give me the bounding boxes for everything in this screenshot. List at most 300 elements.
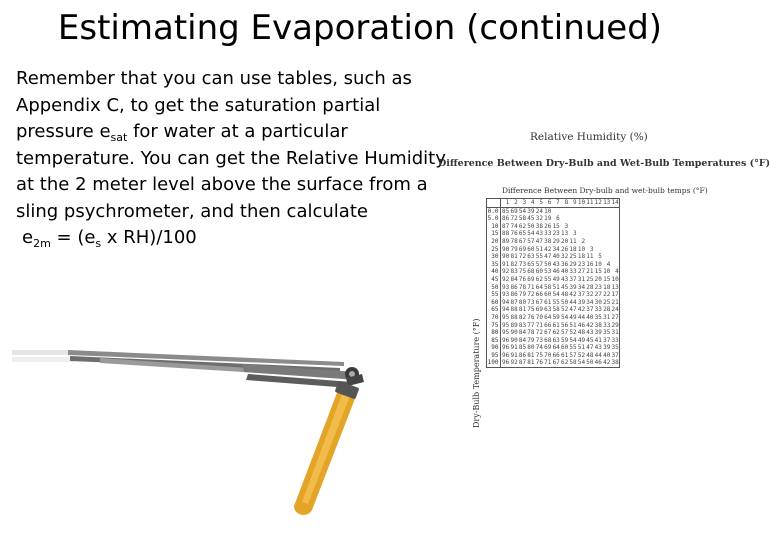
relative-humidity-cell: 42 xyxy=(569,291,577,299)
slide-title: Estimating Evaporation (continued) xyxy=(57,8,663,48)
relative-humidity-cell: 74 xyxy=(535,344,543,352)
relative-humidity-table xyxy=(486,198,620,368)
relative-humidity-cell: 54 xyxy=(569,336,577,344)
relative-humidity-cell: 45 xyxy=(527,215,535,223)
relative-humidity-cell: 93 xyxy=(502,291,510,299)
dry-bulb-temp-cell: 10 xyxy=(487,223,501,231)
relative-humidity-cell: 69 xyxy=(527,275,535,283)
relative-humidity-cell: 62 xyxy=(560,359,569,367)
relative-humidity-cell: 27 xyxy=(594,291,602,299)
table-row xyxy=(487,344,620,352)
relative-humidity-cell: 58 xyxy=(569,359,577,367)
dry-bulb-temp-cell: 75 xyxy=(487,322,501,330)
relative-humidity-cell: 60 xyxy=(527,245,535,253)
relative-humidity-cell: 32 xyxy=(560,253,569,261)
dry-bulb-temp-cell: 35 xyxy=(487,261,501,269)
relative-humidity-cell: 47 xyxy=(586,344,594,352)
relative-humidity-cell: 39 xyxy=(577,298,586,306)
relative-humidity-cell: 25 xyxy=(586,275,594,283)
relative-humidity-cell: 31 xyxy=(577,275,586,283)
table-row xyxy=(487,246,620,254)
dry-bulb-temp-cell: 85 xyxy=(487,337,501,345)
relative-humidity-cell xyxy=(603,207,611,215)
relative-humidity-cell: 28 xyxy=(603,306,611,314)
table-header-cell: 2 xyxy=(510,199,518,208)
relative-humidity-cell: 68 xyxy=(527,268,535,276)
relative-humidity-cell xyxy=(569,215,577,223)
relative-humidity-cell: 89 xyxy=(502,237,510,245)
relative-humidity-cell: 69 xyxy=(544,344,552,352)
formula-sub-s: s xyxy=(95,237,102,250)
body-paragraph-end: for water at a particular temperature. You can get the Relative Humidity at the 2 meter level above the surface from a sling psychrometer, and then calculate xyxy=(16,121,446,222)
table-row xyxy=(487,238,620,246)
relative-humidity-cell: 58 xyxy=(552,306,560,314)
relative-humidity-cell: 26 xyxy=(544,222,552,230)
sling-psychrometer-image xyxy=(12,334,384,520)
relative-humidity-cell xyxy=(577,215,585,223)
table-row xyxy=(487,261,620,269)
table-row xyxy=(487,306,620,314)
relative-humidity-cell: 75 xyxy=(527,306,535,314)
relative-humidity-cell: 16 xyxy=(586,260,594,268)
relative-humidity-cell: 95 xyxy=(502,321,510,329)
relative-humidity-cell: 70 xyxy=(535,313,543,321)
relative-humidity-cell: 67 xyxy=(544,329,552,337)
dry-bulb-temp-cell: 25 xyxy=(487,246,501,254)
relative-humidity-cell: 81 xyxy=(510,253,518,261)
relative-humidity-cell: 24 xyxy=(611,306,619,314)
relative-humidity-cell xyxy=(611,238,620,246)
relative-humidity-cell: 90 xyxy=(502,253,510,261)
relative-humidity-cell: 86 xyxy=(510,291,518,299)
relative-humidity-cell: 54 xyxy=(560,313,569,321)
relative-humidity-cell: 76 xyxy=(510,230,518,238)
table-row xyxy=(487,284,620,292)
relative-humidity-cell: 6 xyxy=(556,215,560,223)
relative-humidity-cell: 32 xyxy=(535,215,543,223)
relative-humidity-cell: 54 xyxy=(527,230,535,238)
relative-humidity-cell: 72 xyxy=(510,215,518,223)
relative-humidity-cell: 63 xyxy=(552,336,560,344)
table-row xyxy=(487,314,620,322)
table-side-label: Dry-Bulb Temperature (°F) xyxy=(472,318,481,428)
relative-humidity-cell: 3 xyxy=(564,222,569,230)
dry-bulb-temp-cell: 30 xyxy=(487,253,501,261)
relative-humidity-cell: 35 xyxy=(594,313,602,321)
table-subtitle: Difference Between Dry-Bulb and Wet-Bulb Temperatures (°F) xyxy=(438,158,770,169)
table-row xyxy=(487,291,620,299)
formula-sub-2m: 2m xyxy=(33,237,51,250)
relative-humidity-cell: 59 xyxy=(560,336,569,344)
relative-humidity-cell: 60 xyxy=(535,268,543,276)
relative-humidity-cell: 96 xyxy=(502,351,510,359)
relative-humidity-cell xyxy=(569,207,577,215)
relative-humidity-cell xyxy=(586,207,594,215)
relative-humidity-cell: 50 xyxy=(586,359,594,367)
relative-humidity-cell: 71 xyxy=(544,359,552,367)
table-header-cell: 10 xyxy=(577,199,586,206)
relative-humidity-cell: 44 xyxy=(594,351,602,359)
relative-humidity-cell: 63 xyxy=(527,253,535,261)
relative-humidity-cell: 51 xyxy=(577,344,586,352)
relative-humidity-cell: 66 xyxy=(544,321,552,329)
relative-humidity-cell xyxy=(611,207,620,215)
relative-humidity-cell: 88 xyxy=(510,306,518,314)
relative-humidity-cell: 38 xyxy=(611,359,619,367)
relative-humidity-cell: 76 xyxy=(535,359,543,367)
relative-humidity-cell: 18 xyxy=(603,283,611,291)
dry-bulb-temp-cell: 40 xyxy=(487,268,501,276)
relative-humidity-cell: 62 xyxy=(535,275,543,283)
relative-humidity-cell: 11 xyxy=(569,237,577,245)
relative-humidity-cell: 37 xyxy=(569,275,577,283)
relative-humidity-cell: 23 xyxy=(594,283,602,291)
relative-humidity-cell xyxy=(594,238,602,246)
relative-humidity-cell: 54 xyxy=(577,359,586,367)
relative-humidity-cell: 67 xyxy=(552,359,560,367)
relative-humidity-cell: 73 xyxy=(518,260,527,268)
table-row xyxy=(487,329,620,337)
relative-humidity-cell: 94 xyxy=(502,306,510,314)
relative-humidity-cell xyxy=(577,230,585,238)
dry-bulb-temp-cell: 50 xyxy=(487,284,501,292)
relative-humidity-cell: 92 xyxy=(510,359,518,367)
relative-humidity-cell: 50 xyxy=(544,260,552,268)
relative-humidity-cell: 49 xyxy=(577,336,586,344)
table-inner-title: Difference Between Dry-bulb and wet-bulb temps (°F) xyxy=(502,186,708,195)
relative-humidity-cell: 81 xyxy=(518,306,527,314)
relative-humidity-cell: 29 xyxy=(611,321,619,329)
relative-humidity-cell: 37 xyxy=(603,336,611,344)
table-header-cell: 14 xyxy=(611,199,619,206)
relative-humidity-cell: 10 xyxy=(577,245,586,253)
relative-humidity-cell: 20 xyxy=(560,237,569,245)
formula-e: e xyxy=(22,227,34,248)
relative-humidity-cell xyxy=(603,215,611,223)
relative-humidity-cell xyxy=(586,230,594,238)
relative-humidity-cell: 78 xyxy=(518,283,527,291)
table-row xyxy=(487,322,620,330)
table-row xyxy=(487,253,620,261)
formula-end: x RH)/100 xyxy=(101,227,197,248)
relative-humidity-cell: 53 xyxy=(544,268,552,276)
relative-humidity-cell: 69 xyxy=(518,245,527,253)
relative-humidity-cell: 39 xyxy=(603,344,611,352)
relative-humidity-cell: 41 xyxy=(594,336,602,344)
relative-humidity-cell: 61 xyxy=(544,298,552,306)
relative-humidity-cell: 45 xyxy=(560,283,569,291)
relative-humidity-cell: 10 xyxy=(611,275,619,283)
relative-humidity-cell xyxy=(603,230,611,238)
relative-humidity-cell xyxy=(603,246,611,254)
relative-humidity-cell: 43 xyxy=(586,329,594,337)
relative-humidity-cell: 68 xyxy=(544,336,552,344)
dry-bulb-temp-cell: 5.0 xyxy=(487,215,501,223)
relative-humidity-cell: 86 xyxy=(502,215,510,223)
dry-bulb-temp-cell: 80 xyxy=(487,329,501,337)
relative-humidity-cell: 47 xyxy=(535,237,543,245)
relative-humidity-cell: 88 xyxy=(502,230,510,238)
relative-humidity-cell: 71 xyxy=(527,283,535,291)
relative-humidity-cell: 64 xyxy=(552,344,560,352)
relative-humidity-cell: 35 xyxy=(611,344,619,352)
relative-humidity-cell: 35 xyxy=(603,329,611,337)
relative-humidity-cell: 79 xyxy=(527,336,535,344)
table-header-cell xyxy=(487,199,501,208)
relative-humidity-cell: 89 xyxy=(510,321,518,329)
relative-humidity-cell: 54 xyxy=(552,291,560,299)
relative-humidity-cell: 27 xyxy=(577,268,586,276)
relative-humidity-cell: 96 xyxy=(502,344,510,352)
relative-humidity-cell: 55 xyxy=(535,253,543,261)
relative-humidity-cell: 84 xyxy=(510,275,518,283)
relative-humidity-cell: 2 xyxy=(581,237,586,245)
relative-humidity-cell: 73 xyxy=(535,336,543,344)
relative-humidity-cell: 64 xyxy=(535,283,543,291)
table-header-cell: 4 xyxy=(527,199,535,208)
relative-humidity-cell xyxy=(594,230,602,238)
relative-humidity-cell: 92 xyxy=(502,275,510,283)
relative-humidity-cell: 65 xyxy=(518,230,527,238)
relative-humidity-cell: 31 xyxy=(603,313,611,321)
relative-humidity-cell: 90 xyxy=(502,245,510,253)
relative-humidity-cell: 72 xyxy=(527,291,535,299)
relative-humidity-cell xyxy=(603,238,611,246)
relative-humidity-cell: 61 xyxy=(552,321,560,329)
relative-humidity-cell: 37 xyxy=(577,291,586,299)
relative-humidity-cell: 57 xyxy=(560,329,569,337)
relative-humidity-cell xyxy=(603,253,611,261)
relative-humidity-cell: 69 xyxy=(535,306,543,314)
relative-humidity-cell: 60 xyxy=(544,291,552,299)
relative-humidity-cell: 33 xyxy=(569,268,577,276)
relative-humidity-cell xyxy=(586,238,594,246)
relative-humidity-cell: 72 xyxy=(535,329,543,337)
relative-humidity-cell: 23 xyxy=(552,230,560,238)
relative-humidity-cell: 92 xyxy=(502,268,510,276)
relative-humidity-cell xyxy=(577,207,585,215)
relative-humidity-cell xyxy=(611,246,620,254)
table-row xyxy=(487,276,620,284)
relative-humidity-cell: 47 xyxy=(569,306,577,314)
relative-humidity-cell: 61 xyxy=(560,351,569,359)
relative-humidity-cell: 56 xyxy=(560,321,569,329)
relative-humidity-cell: 86 xyxy=(518,351,527,359)
relative-humidity-cell: 10 xyxy=(544,207,552,215)
relative-humidity-cell: 75 xyxy=(518,268,527,276)
relative-humidity-cell: 11 xyxy=(586,253,594,261)
relative-humidity-cell: 17 xyxy=(611,291,619,299)
relative-humidity-cell: 66 xyxy=(552,351,560,359)
relative-humidity-cell: 25 xyxy=(603,298,611,306)
relative-humidity-cell xyxy=(577,223,585,231)
relative-humidity-cell: 91 xyxy=(502,260,510,268)
dry-bulb-temp-cell: 100 xyxy=(487,359,501,367)
relative-humidity-cell: 34 xyxy=(552,245,560,253)
table-header-cell: 8 xyxy=(560,199,568,208)
relative-humidity-cell: 52 xyxy=(577,351,586,359)
relative-humidity-cell: 32 xyxy=(586,291,594,299)
relative-humidity-cell: 44 xyxy=(569,298,577,306)
relative-humidity-cell: 42 xyxy=(544,245,552,253)
dry-bulb-temp-cell: 70 xyxy=(487,314,501,322)
relative-humidity-cell: 36 xyxy=(560,260,569,268)
relative-humidity-cell: 95 xyxy=(502,313,510,321)
relative-humidity-cell: 51 xyxy=(569,321,577,329)
relative-humidity-cell: 57 xyxy=(569,351,577,359)
relative-humidity-cell xyxy=(594,215,602,223)
dry-bulb-temp-cell: 0.0 xyxy=(487,207,501,215)
relative-humidity-cell: 3 xyxy=(589,245,594,253)
relative-humidity-cell: 76 xyxy=(527,313,535,321)
relative-humidity-cell: 40 xyxy=(586,313,594,321)
relative-humidity-cell: 33 xyxy=(594,306,602,314)
relative-humidity-cell: 51 xyxy=(552,283,560,291)
relative-humidity-cell: 78 xyxy=(527,329,535,337)
relative-humidity-cell: 10 xyxy=(603,268,611,276)
relative-humidity-cell: 62 xyxy=(552,329,560,337)
relative-humidity-cell: 74 xyxy=(510,222,518,230)
formula xyxy=(16,225,446,252)
relative-humidity-cell: 10 xyxy=(594,260,602,268)
relative-humidity-cell: 34 xyxy=(586,298,594,306)
relative-humidity-cell: 42 xyxy=(577,306,586,314)
table-header-cell: 3 xyxy=(518,199,526,208)
relative-humidity-cell: 81 xyxy=(527,359,535,367)
relative-humidity-cell: 43 xyxy=(560,275,569,283)
dry-bulb-temp-cell: 65 xyxy=(487,306,501,314)
relative-humidity-cell: 55 xyxy=(552,298,560,306)
relative-humidity-cell: 46 xyxy=(552,268,560,276)
relative-humidity-cell: 93 xyxy=(502,283,510,291)
relative-humidity-cell: 83 xyxy=(518,321,527,329)
relative-humidity-cell: 4 xyxy=(606,260,611,268)
relative-humidity-cell: 67 xyxy=(518,237,527,245)
table-header-cell: 9 xyxy=(569,199,577,208)
relative-humidity-cell: 69 xyxy=(510,207,518,215)
relative-humidity-cell: 52 xyxy=(569,329,577,337)
relative-humidity-cell: 38 xyxy=(594,321,602,329)
relative-humidity-cell: 24 xyxy=(535,207,543,215)
esat-subscript: sat xyxy=(110,131,128,144)
relative-humidity-cell: 34 xyxy=(577,283,586,291)
relative-humidity-cell: 96 xyxy=(502,359,510,367)
relative-humidity-cell: 87 xyxy=(502,222,510,230)
relative-humidity-cell xyxy=(569,223,577,231)
relative-humidity-cell: 49 xyxy=(569,313,577,321)
relative-humidity-cell: 84 xyxy=(518,336,527,344)
relative-humidity-cell: 63 xyxy=(544,306,552,314)
relative-humidity-cell: 91 xyxy=(510,351,518,359)
relative-humidity-cell: 48 xyxy=(560,291,569,299)
relative-humidity-cell: 21 xyxy=(586,268,594,276)
table-row xyxy=(487,352,620,360)
relative-humidity-cell: 49 xyxy=(552,275,560,283)
relative-humidity-cell: 71 xyxy=(535,321,543,329)
dry-bulb-temp-cell: 20 xyxy=(487,238,501,246)
relative-humidity-cell xyxy=(586,223,594,231)
relative-humidity-cell: 95 xyxy=(502,329,510,337)
table-row xyxy=(487,230,620,238)
relative-humidity-cell: 48 xyxy=(577,329,586,337)
body-text xyxy=(16,66,446,252)
relative-humidity-cell: 23 xyxy=(577,260,586,268)
relative-humidity-cell: 76 xyxy=(518,275,527,283)
relative-humidity-cell: 15 xyxy=(552,222,560,230)
table-header-cell: 6 xyxy=(544,199,552,208)
relative-humidity-cell: 29 xyxy=(569,260,577,268)
relative-humidity-cell: 65 xyxy=(527,260,535,268)
relative-humidity-cell: 18 xyxy=(577,253,586,261)
relative-humidity-cell: 57 xyxy=(527,237,535,245)
relative-humidity-cell: 40 xyxy=(560,268,569,276)
relative-humidity-cell: 96 xyxy=(502,336,510,344)
table-header-cell: 13 xyxy=(603,199,611,206)
relative-humidity-cell: 80 xyxy=(518,298,527,306)
relative-humidity-cell xyxy=(552,207,560,215)
table-header-row xyxy=(487,199,620,208)
relative-humidity-cell: 79 xyxy=(510,245,518,253)
relative-humidity-cell: 78 xyxy=(510,237,518,245)
dry-bulb-temp-cell: 95 xyxy=(487,352,501,360)
relative-humidity-cell: 29 xyxy=(552,237,560,245)
relative-humidity-cell: 70 xyxy=(544,351,552,359)
relative-humidity-cell: 83 xyxy=(510,268,518,276)
relative-humidity-cell: 21 xyxy=(611,298,619,306)
dry-bulb-temp-cell: 55 xyxy=(487,291,501,299)
relative-humidity-cell: 19 xyxy=(544,215,552,223)
relative-humidity-cell: 88 xyxy=(510,313,518,321)
relative-humidity-cell: 79 xyxy=(518,291,527,299)
relative-humidity-cell: 57 xyxy=(535,260,543,268)
relative-humidity-cell: 87 xyxy=(510,298,518,306)
table-header-cell: 11 xyxy=(586,199,594,206)
relative-humidity-cell: 33 xyxy=(544,230,552,238)
relative-humidity-cell: 37 xyxy=(586,306,594,314)
relative-humidity-table-figure xyxy=(438,128,770,498)
relative-humidity-cell xyxy=(560,215,568,223)
table-row xyxy=(487,207,620,215)
table-row xyxy=(487,299,620,307)
relative-humidity-cell: 26 xyxy=(560,245,569,253)
body-paragraph: Remember that you can use tables, such as Appendix C, to get the saturation partial pressure e xyxy=(16,68,412,142)
relative-humidity-cell: 82 xyxy=(518,313,527,321)
relative-humidity-cell: 42 xyxy=(586,321,594,329)
table-header-cell: 7 xyxy=(552,199,560,208)
relative-humidity-cell xyxy=(603,223,611,231)
relative-humidity-cell xyxy=(611,215,620,223)
relative-humidity-cell xyxy=(560,207,568,215)
relative-humidity-cell: 48 xyxy=(586,351,594,359)
relative-humidity-cell: 46 xyxy=(594,359,602,367)
relative-humidity-cell: 39 xyxy=(594,329,602,337)
relative-humidity-cell: 33 xyxy=(603,321,611,329)
table-header-cell: 5 xyxy=(535,199,543,208)
relative-humidity-cell: 87 xyxy=(518,359,527,367)
formula-mid: = (e xyxy=(50,227,96,248)
relative-humidity-cell: 55 xyxy=(569,344,577,352)
relative-humidity-cell: 54 xyxy=(518,207,527,215)
relative-humidity-cell: 73 xyxy=(527,298,535,306)
relative-humidity-cell: 45 xyxy=(586,336,594,344)
relative-humidity-cell: 51 xyxy=(535,245,543,253)
table-row xyxy=(487,359,620,367)
relative-humidity-cell: 13 xyxy=(560,230,569,238)
relative-humidity-cell xyxy=(611,253,620,261)
relative-humidity-cell: 47 xyxy=(544,253,552,261)
relative-humidity-cell: 58 xyxy=(544,283,552,291)
table-header-cell: 1 xyxy=(501,199,510,208)
